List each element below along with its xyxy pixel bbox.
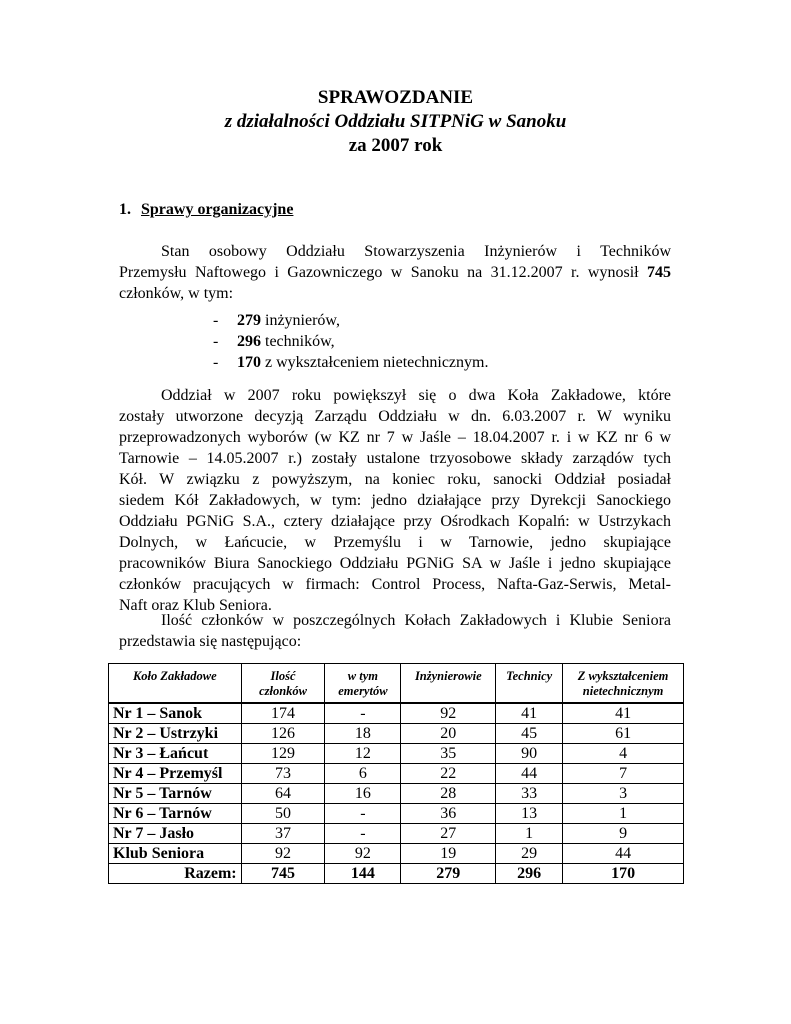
table-cell: 33 bbox=[496, 784, 563, 804]
table-cell: 129 bbox=[241, 744, 325, 764]
column-header: w tym emerytów bbox=[325, 664, 401, 704]
table-row bbox=[109, 703, 684, 724]
table-cell: 170 bbox=[563, 864, 684, 884]
table-cell: 92 bbox=[401, 703, 496, 724]
paragraph-membership bbox=[119, 241, 671, 304]
paragraph-line: Przemysłu Naftowego i Gazowniczego w Sanoku na 31.12.2007 r. wynosił bbox=[119, 264, 639, 281]
paragraph-line: Oddziału PGNiG S.A., cztery działające przy Ośrodkach Kopalń: w Ustrzykach bbox=[119, 513, 671, 530]
document-subtitle: z działalności Oddziału SITPNiG w Sanoku bbox=[224, 111, 567, 132]
document-header bbox=[0, 86, 791, 158]
list-value: 296 bbox=[237, 333, 261, 350]
column-header: Ilość członków bbox=[241, 664, 325, 704]
table-cell: 90 bbox=[496, 744, 563, 764]
table-row bbox=[109, 784, 684, 804]
table-cell: 4 bbox=[563, 744, 684, 764]
table-cell: 12 bbox=[325, 744, 401, 764]
table-cell: 44 bbox=[563, 844, 684, 864]
table-cell: 29 bbox=[496, 844, 563, 864]
paragraph-line: zostały utworzone decyzją Zarządu Oddziału w dn. 6.03.2007 r. W wyniku bbox=[119, 408, 671, 425]
membership-breakdown-list bbox=[213, 310, 488, 373]
table-cell: 45 bbox=[496, 724, 563, 744]
list-dash: - bbox=[213, 354, 219, 371]
table-row bbox=[109, 744, 684, 764]
table-cell: 61 bbox=[563, 724, 684, 744]
table-cell: Nr 4 – Przemyśl bbox=[109, 764, 242, 784]
paragraph-table-intro bbox=[119, 610, 671, 652]
paragraph-line: pracowników Biura Sanockiego Oddziału PGNiG SA w Jaśle i jedno skupiające bbox=[119, 555, 671, 572]
table-cell: - bbox=[325, 804, 401, 824]
section-number: 1. bbox=[119, 201, 131, 218]
paragraph-line: Ilość członków w poszczególnych Kołach Zakładowych i Klubie Seniora bbox=[161, 612, 671, 629]
table-cell: 36 bbox=[401, 804, 496, 824]
paragraph-line: Stan osobowy Oddziału Stowarzyszenia Inżynierów i Techników bbox=[161, 243, 671, 260]
table-cell: 18 bbox=[325, 724, 401, 744]
table-cell: 27 bbox=[401, 824, 496, 844]
column-header: Inżynierowie bbox=[401, 664, 496, 704]
table-cell: 174 bbox=[241, 703, 325, 724]
list-item bbox=[213, 331, 488, 352]
list-dash: - bbox=[213, 333, 219, 350]
paragraph-line: przedstawia się następująco: bbox=[119, 633, 302, 650]
paragraph-line: Dolnych, w Łańcucie, w Przemyślu i w Tarnowie, jedno skupiające bbox=[119, 534, 671, 551]
table-cell: 64 bbox=[241, 784, 325, 804]
table-cell: Klub Seniora bbox=[109, 844, 242, 864]
table-cell: Nr 1 – Sanok bbox=[109, 703, 242, 724]
paragraph-line: członków, w tym: bbox=[119, 285, 234, 302]
table-row bbox=[109, 824, 684, 844]
paragraph-circles bbox=[119, 385, 671, 616]
table-cell: 296 bbox=[496, 864, 563, 884]
table-cell: 126 bbox=[241, 724, 325, 744]
paragraph-line: przeprowadzonych wyborów (w KZ nr 7 w Jaśle – 18.04.2007 r. i w KZ nr 6 w bbox=[119, 429, 671, 446]
table-row bbox=[109, 764, 684, 784]
table-cell: 1 bbox=[496, 824, 563, 844]
table-cell: 41 bbox=[496, 703, 563, 724]
column-header: Z wykształceniem nietechnicznym bbox=[563, 664, 684, 704]
table-cell: 92 bbox=[241, 844, 325, 864]
paragraph-line: członków pracujących w firmach: Control Process, Nafta-Gaz-Serwis, Metal- bbox=[119, 576, 671, 593]
table-cell: 3 bbox=[563, 784, 684, 804]
table-cell: Nr 7 – Jasło bbox=[109, 824, 242, 844]
table-cell: Nr 2 – Ustrzyki bbox=[109, 724, 242, 744]
table-cell: 37 bbox=[241, 824, 325, 844]
table-cell: 44 bbox=[496, 764, 563, 784]
list-item bbox=[213, 310, 488, 331]
table-cell: Nr 6 – Tarnów bbox=[109, 804, 242, 824]
paragraph-line: Oddział w 2007 roku powiększył się o dwa Koła Zakładowe, które bbox=[161, 387, 671, 404]
section-heading bbox=[119, 201, 293, 219]
table-cell: 144 bbox=[325, 864, 401, 884]
table-cell: 6 bbox=[325, 764, 401, 784]
table-cell: 35 bbox=[401, 744, 496, 764]
table-cell: 73 bbox=[241, 764, 325, 784]
table-cell: Nr 3 – Łańcut bbox=[109, 744, 242, 764]
list-value: 279 bbox=[237, 312, 261, 329]
list-value: 170 bbox=[237, 354, 261, 371]
document-title: SPRAWOZDANIE bbox=[317, 87, 474, 108]
table-row bbox=[109, 804, 684, 824]
section-title: Sprawy organizacyjne bbox=[141, 201, 294, 218]
table-cell: 28 bbox=[401, 784, 496, 804]
list-text: techników, bbox=[265, 333, 335, 350]
column-header: Koło Zakładowe bbox=[109, 664, 242, 704]
table-row bbox=[109, 844, 684, 864]
table-cell: 41 bbox=[563, 703, 684, 724]
table-header-row bbox=[109, 664, 684, 704]
list-text: inżynierów, bbox=[265, 312, 340, 329]
table-cell: 50 bbox=[241, 804, 325, 824]
list-dash: - bbox=[213, 312, 219, 329]
table-cell: 16 bbox=[325, 784, 401, 804]
table-cell: Nr 5 – Tarnów bbox=[109, 784, 242, 804]
members-table bbox=[108, 663, 684, 884]
table-row bbox=[109, 724, 684, 744]
table-cell: 22 bbox=[401, 764, 496, 784]
table-total-row bbox=[109, 864, 684, 884]
table-cell: 13 bbox=[496, 804, 563, 824]
paragraph-line: siedem Kół Zakładowych, w tym: jedno działające przy Dyrekcji Sanockiego bbox=[119, 492, 671, 509]
table-cell: 7 bbox=[563, 764, 684, 784]
list-item bbox=[213, 352, 488, 373]
table-cell: Razem: bbox=[109, 864, 242, 884]
table-cell: 92 bbox=[325, 844, 401, 864]
table-cell: 19 bbox=[401, 844, 496, 864]
table-cell: 20 bbox=[401, 724, 496, 744]
total-members-value: 745 bbox=[647, 264, 672, 281]
paragraph-line: Tarnowie – 14.05.2007 r.) zostały ustalone trzyosobowe składy zarządów tych bbox=[119, 450, 671, 467]
table-cell: 1 bbox=[563, 804, 684, 824]
document-year: za 2007 rok bbox=[348, 135, 443, 156]
table-cell: 279 bbox=[401, 864, 496, 884]
table-cell: 9 bbox=[563, 824, 684, 844]
paragraph-line: Naft oraz Klub Seniora. bbox=[119, 597, 272, 614]
table-cell: - bbox=[325, 703, 401, 724]
list-text: z wykształceniem nietechnicznym. bbox=[265, 354, 489, 371]
table-cell: - bbox=[325, 824, 401, 844]
paragraph-line: Kół. W związku z powyższym, na koniec roku, sanocki Oddział posiadał bbox=[119, 471, 671, 488]
table-cell: 745 bbox=[241, 864, 325, 884]
column-header: Technicy bbox=[496, 664, 563, 704]
